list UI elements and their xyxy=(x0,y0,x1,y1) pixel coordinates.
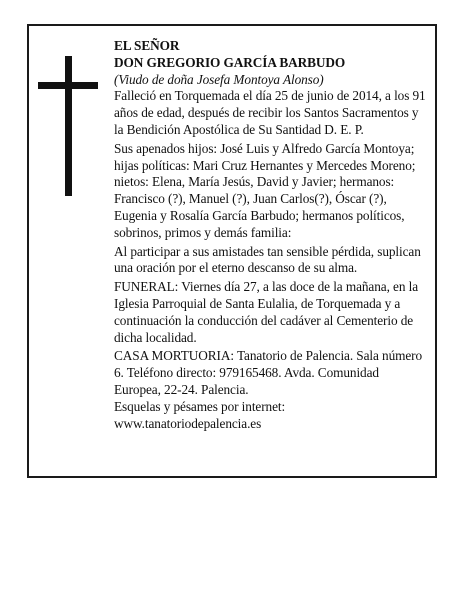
mortuary-paragraph: CASA MORTUORIA: Tanatorio de Palencia. Sala número 6. Teléfono directo: 979165468. Avda. Comunidad Europea, 22-24. Palencia. xyxy=(114,348,423,397)
widower-note: (Viudo de doña Josefa Montoya Alonso) xyxy=(114,71,324,87)
funeral-paragraph: FUNERAL: Viernes día 27, a las doce de la mañana, en la Iglesia Parroquial de Santa Eulalia, de Torquemada y a continuación la conducción del cadáver al Cementerio de dicha localidad. xyxy=(114,279,418,345)
family-paragraph: Sus apenados hijos: José Luis y Alfredo García Montoya; hijas políticas: Mari Cruz Hernantes y Mercedes Moreno; nietos: Elena, María Jesús, David y Javier; hermanos: Francisco (?), Manuel (?), Juan Carlos(?), Óscar (?), Eugenia y Rosalía García Barbudo; hermanos políticos, sobrinos, primos y demás familia: xyxy=(114,140,416,240)
obituary-text xyxy=(114,38,426,432)
condolences-label: Esquelas y pésames por internet: xyxy=(114,398,286,414)
cross-horizontal-bar xyxy=(38,82,98,89)
request-paragraph: Al participar a sus amistades tan sensible pérdida, suplican una oración por el eterno descanso de su alma. xyxy=(114,243,421,276)
heading: EL SEÑOR xyxy=(114,38,180,53)
deceased-name: DON GREGORIO GARCÍA BARBUDO xyxy=(114,54,346,70)
death-paragraph: Falleció en Torquemada el día 25 de junio de 2014, a los 91 años de edad, después de recibir los Santos Sacramentos y la Bendición Apostólica de Su Santidad D. E. P. xyxy=(114,88,426,137)
cross-vertical-bar xyxy=(65,56,72,196)
website-link[interactable]: www.tanatoriodepalencia.es xyxy=(114,415,262,431)
